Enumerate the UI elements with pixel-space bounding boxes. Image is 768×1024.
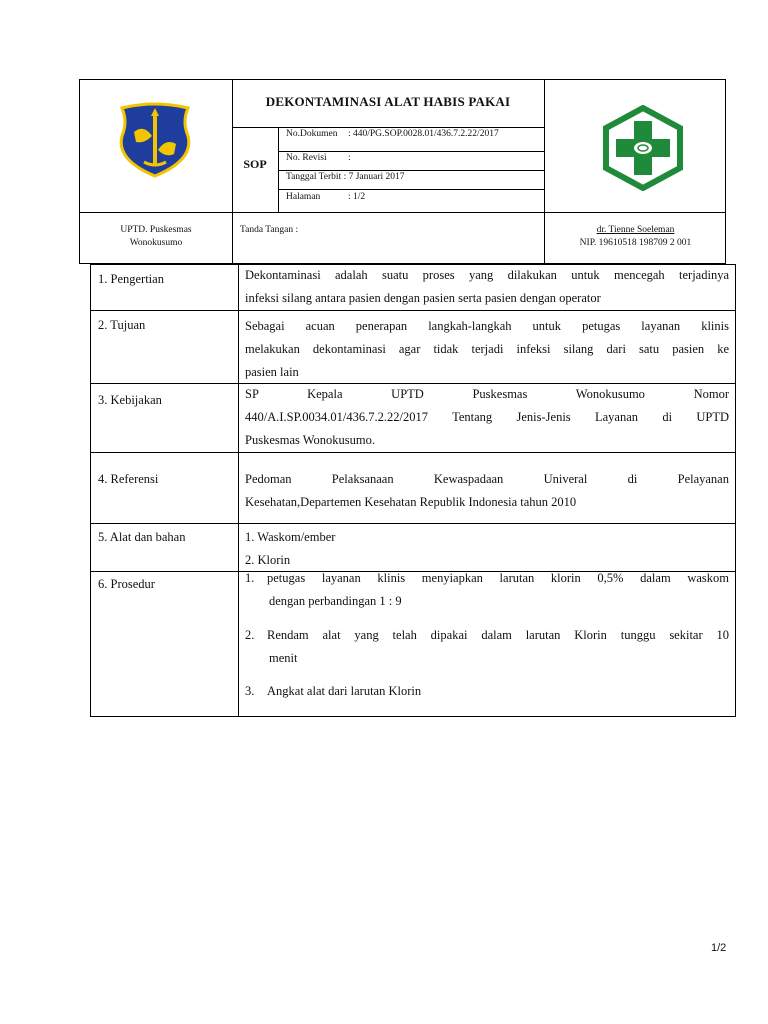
text-line: Pedoman Pelaksanaan Kewaspadaan Univeral di Pelayanan [245,472,729,486]
divider [544,80,545,212]
row-label-kebijakan: 3. Kebijakan [98,393,162,407]
divider [278,189,544,190]
row-text-kebijakan [245,383,729,452]
divider [232,212,233,264]
divider [91,452,735,453]
step-number: 1. [245,571,255,585]
doc-number-value: : 440/PG.SOP.0028.01/436.7.2.22/2017 [348,129,499,139]
row-label-referensi: 4. Referensi [98,472,159,486]
row-label-pengertian: 1. Pengertian [98,272,164,286]
sop-content-table [90,264,736,717]
page-row [286,192,365,202]
text-line: infeksi silang antara pasien dengan pasien serta pasien dengan operator [245,291,601,305]
head-name: dr. Tienne Soeleman [596,225,675,235]
text-line: Puskesmas Wonokusumo. [245,433,376,447]
page-number: 1/2 [711,942,727,954]
head-nip: NIP. 19610518 198709 2 001 [579,238,692,248]
divider [278,151,544,152]
row-text-tujuan [245,315,729,384]
procedure-step [245,624,729,670]
procedure-step [245,680,729,703]
doc-number-label: No.Dokumen [286,129,338,139]
page-label: Halaman [286,192,321,202]
divider [232,127,544,128]
sop-label: SOP [243,157,267,171]
revision-label: No. Revisi [286,153,327,163]
row-label-prosedur: 6. Prosedur [98,577,155,591]
text-line: 440/A.I.SP.0034.01/436.7.2.22/2017 Tentang Jenis-Jenis Layanan di UPTD [245,410,729,424]
row-label-tujuan: 2. Tujuan [98,318,146,332]
signature-label: Tanda Tangan : [240,225,299,235]
row-text-pengertian [245,264,729,310]
text-line: Angkat alat dari larutan Klorin [267,684,422,698]
step-number: 3. [245,684,255,698]
puskesmas-logo-icon [600,105,686,191]
text-line: petugas layanan klinis menyiapkan larutan klorin 0,5% dalam waskom [267,571,729,585]
text-line: Rendam alat yang telah dipakai dalam larutan Klorin tunggu sekitar 10 [267,628,729,642]
sop-header-table [79,79,726,264]
list-item: 1. Waskom/ember [245,530,336,544]
issue-date-row [286,172,405,182]
row-text-alat-bahan [245,526,729,572]
divider [91,523,735,524]
text-line: Sebagai acuan penerapan langkah-langkah untuk petugas layanan klinis [245,319,729,333]
text-line: pasien lain [245,365,299,379]
issue-date-label: Tanggal Terbit [286,172,342,182]
text-line: SP Kepala UPTD Puskesmas Wonokusumo Nomor [245,387,729,401]
list-item: 2. Klorin [245,553,291,567]
revision-row [286,153,351,163]
issue-date-value: : 7 Januari 2017 [343,172,405,182]
divider [80,212,725,213]
text-line: dengan perbandingan 1 : 9 [269,594,402,608]
unit-name-line2: Wonokusumo [129,238,183,248]
unit-name-line1: UPTD. Puskesmas [120,225,192,235]
row-label-alat-bahan: 5. Alat dan bahan [98,530,186,544]
text-line: Dekontaminasi adalah suatu proses yang dilakukan untuk mencegah terjadinya [245,268,729,282]
doc-number-row [286,129,499,139]
text-line: menit [269,651,298,665]
revision-value: : [348,153,351,163]
procedure-step [245,567,729,613]
divider [278,170,544,171]
step-number: 2. [245,628,255,642]
divider [91,310,735,311]
divider [238,265,239,716]
text-line: Kesehatan,Departemen Kesehatan Republik Indonesia tahun 2010 [245,495,577,509]
page-value: : 1/2 [348,192,366,202]
text-line: melakukan dekontaminasi agar tidak terjadi infeksi silang dari satu pasien ke [245,342,729,356]
surabaya-crest-icon [116,102,194,180]
row-text-referensi [245,468,729,514]
document-title: DEKONTAMINASI ALAT HABIS PAKAI [265,94,511,109]
row-text-prosedur [245,567,729,703]
